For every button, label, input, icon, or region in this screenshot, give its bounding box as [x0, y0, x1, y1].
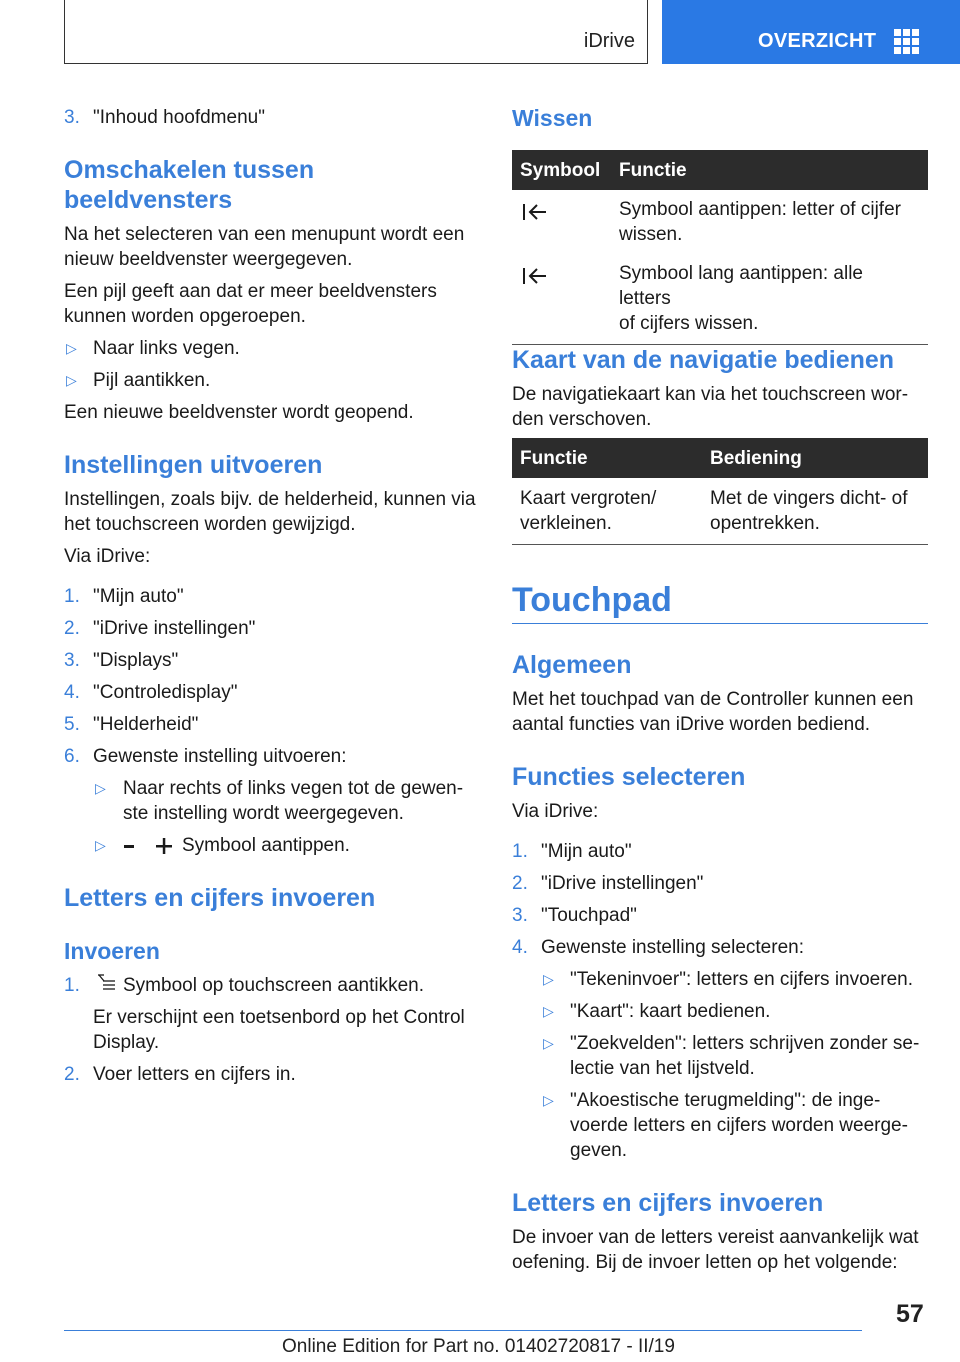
- backspace-icon: [520, 266, 550, 286]
- bullet-item: Naar links vegen.: [93, 338, 240, 359]
- section-heading: Instellingen uitvoeren: [64, 451, 323, 479]
- table-cell-line: verkleinen.: [520, 513, 612, 534]
- overview-label: OVERZICHT: [758, 30, 877, 52]
- footer-edition: Online Edition for Part no. 01402720817 - II/19: [282, 1336, 675, 1357]
- sub-bullet-line: "Akoestische terugmelding": de inge-: [570, 1090, 881, 1111]
- chapter-heading: Touchpad: [512, 581, 672, 619]
- table-header: Symbool: [512, 150, 611, 190]
- paragraph-line: Er verschijnt een toetsenbord op het Control: [93, 1007, 465, 1028]
- table-row: [512, 190, 928, 254]
- paragraph-line: Een pijl geeft aan dat er meer beeldvensters: [64, 281, 437, 302]
- paragraph-line: nieuw beeldvenster weergegeven.: [64, 249, 353, 270]
- sub-bullet-line: "Zoekvelden": letters schrijven zonder se-: [570, 1033, 920, 1054]
- list-item: Symbool op touchscreen aantikken.: [123, 975, 425, 996]
- list-number: 3.: [64, 650, 80, 671]
- list-number: 1.: [64, 586, 80, 607]
- section-heading: beeldvensters: [64, 186, 233, 214]
- paragraph-line: Instellingen, zoals bijv. de helderheid, kunnen via: [64, 489, 476, 510]
- list-number: 4.: [512, 937, 528, 958]
- minus-plus-icon: [122, 837, 178, 855]
- list-item: Gewenste instelling selecteren:: [541, 937, 804, 958]
- paragraph-line: Met het touchpad van de Controller kunnen een: [512, 689, 914, 710]
- list-number: 3.: [512, 905, 528, 926]
- sub-bullet-line: Naar rechts of links vegen tot de gewen-: [123, 778, 464, 799]
- paragraph-line: aantal functies van iDrive worden bediend.: [512, 714, 871, 735]
- list-number: 6.: [64, 746, 80, 767]
- subsection-heading: Invoeren: [64, 938, 160, 964]
- table-cell-line: of cijfers wissen.: [619, 313, 759, 334]
- table-row: [512, 478, 928, 545]
- paragraph-line: Via iDrive:: [64, 546, 151, 567]
- bullet-triangle-icon: ▷: [66, 340, 77, 356]
- list-number: 4.: [64, 682, 80, 703]
- table-header: Bediening: [702, 438, 928, 478]
- bullet-triangle-icon: ▷: [543, 1003, 554, 1019]
- list-number: 1.: [64, 975, 80, 996]
- list-item: Voer letters en cijfers in.: [93, 1064, 296, 1085]
- list-item: "Touchpad": [541, 905, 637, 926]
- bullet-item: Pijl aantikken.: [93, 370, 211, 391]
- list-item: "iDrive instellingen": [93, 618, 256, 639]
- paragraph-line: oefening. Bij de invoer letten op het volgende:: [512, 1252, 898, 1273]
- list-item: "Mijn auto": [541, 841, 632, 862]
- list-number: 2.: [64, 618, 80, 639]
- bullet-triangle-icon: ▷: [543, 1092, 554, 1108]
- bullet-triangle-icon: ▷: [95, 780, 106, 796]
- kaart-table: [512, 438, 928, 545]
- list-item: "Controledisplay": [93, 682, 238, 703]
- bullet-triangle-icon: ▷: [543, 1035, 554, 1051]
- bullet-triangle-icon: ▷: [66, 372, 77, 388]
- list-number: 2.: [64, 1064, 80, 1085]
- header-title-box: [64, 0, 648, 64]
- paragraph-line: den verschoven.: [512, 409, 652, 430]
- page-number: 57: [896, 1300, 924, 1328]
- backspace-icon: [520, 202, 550, 222]
- table-header: Functie: [611, 150, 928, 190]
- wissen-table: [512, 150, 928, 345]
- sub-bullet-line: "Tekeninvoer": letters en cijfers invoeren.: [570, 969, 913, 990]
- paragraph-line: Via iDrive:: [512, 801, 599, 822]
- list-item: "Displays": [93, 650, 179, 671]
- list-item: "Helderheid": [93, 714, 199, 735]
- paragraph-line: Een nieuwe beeldvenster wordt geopend.: [64, 402, 414, 423]
- section-heading: Letters en cijfers invoeren: [512, 1189, 824, 1217]
- paragraph-line: De navigatiekaart kan via het touchscreen wor-: [512, 384, 909, 405]
- table-cell-line: Met de vingers dicht- of: [710, 488, 908, 509]
- table-cell-line: Kaart vergroten/: [520, 488, 657, 509]
- table-cell-line: wissen.: [619, 224, 683, 245]
- keyboard-icon: [95, 972, 117, 992]
- list-number: 3.: [64, 107, 80, 128]
- section-heading: Omschakelen tussen: [64, 156, 315, 184]
- table-cell-line: opentrekken.: [710, 513, 820, 534]
- list-item: "Mijn auto": [93, 586, 184, 607]
- table-cell-line: Symbool lang aantippen: alle letters: [619, 263, 864, 309]
- table-row: [512, 254, 928, 345]
- grid-icon: [894, 29, 920, 55]
- table-header: Functie: [512, 438, 702, 478]
- chapter-divider: [512, 623, 928, 624]
- list-number: 2.: [512, 873, 528, 894]
- sub-bullet-line: voerde letters en cijfers worden weerge-: [570, 1115, 908, 1136]
- list-item: "Inhoud hoofdmenu": [93, 107, 265, 128]
- sub-bullet-line: Symbool aantippen.: [182, 835, 350, 856]
- bullet-triangle-icon: ▷: [543, 971, 554, 987]
- overview-nav-button[interactable]: [662, 0, 960, 64]
- sub-bullet-line: ste instelling wordt weergegeven.: [123, 803, 404, 824]
- header-title: iDrive: [583, 30, 635, 52]
- bullet-triangle-icon: ▷: [95, 837, 106, 853]
- sub-bullet-line: lectie van het lijstveld.: [570, 1058, 755, 1079]
- paragraph-line: Display.: [93, 1032, 160, 1053]
- paragraph-line: Na het selecteren van een menupunt wordt een: [64, 224, 465, 245]
- paragraph-line: kunnen worden opgeroepen.: [64, 306, 306, 327]
- list-item: "iDrive instellingen": [541, 873, 704, 894]
- list-number: 5.: [64, 714, 80, 735]
- list-item: Gewenste instelling uitvoeren:: [93, 746, 347, 767]
- sub-bullet-line: "Kaart": kaart bedienen.: [570, 1001, 771, 1022]
- section-heading: Kaart van de navigatie bedienen: [512, 346, 895, 374]
- section-heading: Algemeen: [512, 651, 632, 679]
- paragraph-line: het touchscreen worden gewijzigd.: [64, 514, 356, 535]
- footer-divider: [64, 1330, 862, 1331]
- section-heading: Wissen: [512, 105, 593, 131]
- table-cell-line: Symbool aantippen: letter of cijfer: [619, 199, 901, 220]
- section-heading: Functies selecteren: [512, 763, 746, 791]
- sub-bullet-line: geven.: [570, 1140, 628, 1161]
- section-heading: Letters en cijfers invoeren: [64, 884, 376, 912]
- list-number: 1.: [512, 841, 528, 862]
- paragraph-line: De invoer van de letters vereist aanvankelijk wat: [512, 1227, 919, 1248]
